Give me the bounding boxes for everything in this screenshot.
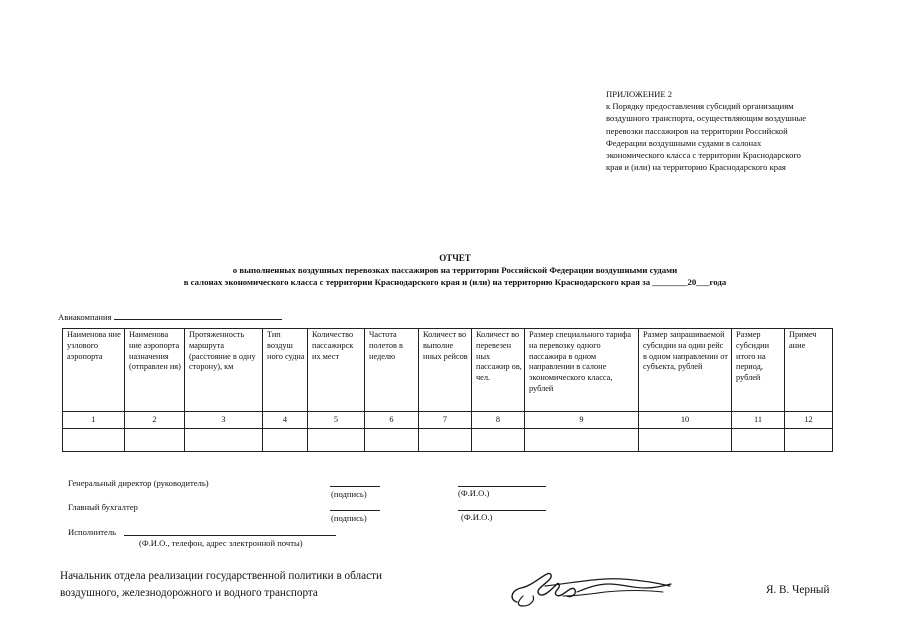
empty-cell: [732, 429, 785, 452]
handwritten-signature: [505, 566, 675, 610]
empty-cell: [639, 429, 732, 452]
accountant-label: Главный бухгалтер: [68, 502, 138, 512]
header-cell: Наименова ние аэропорта назначения (отправлен ия): [125, 329, 185, 412]
executor-label: Исполнитель: [68, 527, 117, 537]
appendix-line: экономического класса с территории Краснодарского: [606, 150, 801, 161]
header-cell: Количест во выполне нных рейсов: [419, 329, 472, 412]
report-title: [60, 252, 850, 288]
footer-position-line-2: воздушного, железнодорожного и водного транспорта: [60, 587, 318, 599]
director-sign-caption: (подпись): [331, 489, 367, 499]
column-number: 4: [263, 412, 308, 429]
empty-cell: [419, 429, 472, 452]
empty-cell: [308, 429, 365, 452]
report-heading: ОТЧЕТ: [439, 253, 471, 263]
executor-line: [124, 535, 336, 536]
footer-position-line-1: Начальник отдела реализации государственной политики в области: [60, 570, 382, 582]
accountant-sign-line: [330, 510, 380, 511]
table-number-row: [63, 412, 833, 429]
appendix-line: Федерации воздушными судами в салонах: [606, 137, 762, 148]
column-number: 11: [732, 412, 785, 429]
accountant-fio-caption: (Ф.И.О.): [461, 512, 493, 522]
appendix-line: края и (или) на территорию Краснодарского края: [606, 162, 786, 173]
header-cell: Протяженность маршрута (расстояние в одну сторону), км: [185, 329, 263, 412]
director-sign-line: [330, 486, 380, 487]
empty-cell: [125, 429, 185, 452]
report-subtitle-line-2: в салонах экономического класса с территории Краснодарского края и (или) на территорию Краснодарского края за ________20___года: [183, 277, 727, 287]
header-cell: Примеч ание: [785, 329, 833, 412]
column-number: 2: [125, 412, 185, 429]
appendix-line: воздушного транспорта, осуществляющим воздушные: [606, 113, 807, 124]
header-cell: Тип воздуш ного судна: [263, 329, 308, 412]
airline-field: [58, 311, 282, 322]
report-subtitle-line-1: о выполненных воздушных перевозках пассажиров на территории Российской Федерации воздушными судами: [232, 265, 678, 275]
column-number: 6: [365, 412, 419, 429]
accountant-sign-caption: (подпись): [331, 513, 367, 523]
column-number: 1: [63, 412, 125, 429]
header-cell: Наименова ние узлового аэропорта: [63, 329, 125, 412]
column-number: 7: [419, 412, 472, 429]
appendix-line: ПРИЛОЖЕНИЕ 2: [606, 89, 673, 99]
empty-cell: [525, 429, 639, 452]
airline-underline: [114, 311, 282, 320]
report-table: [62, 328, 833, 452]
appendix-line: к Порядку предоставления субсидий организациям: [606, 101, 794, 112]
column-number: 8: [472, 412, 525, 429]
empty-cell: [185, 429, 263, 452]
footer-position: [60, 568, 382, 602]
header-cell: Размер специального тарифа на перевозку одного пассажира в одном направлении в салоне экономического класса, рублей: [525, 329, 639, 412]
empty-cell: [63, 429, 125, 452]
appendix-line: перевозки пассажиров на территории Российской: [606, 125, 788, 136]
column-number: 3: [185, 412, 263, 429]
executor-caption: (Ф.И.О., телефон, адрес электронной почты): [139, 538, 303, 548]
footer-name: Я. В. Черный: [766, 584, 830, 596]
director-label: Генеральный директор (руководитель): [68, 478, 209, 488]
airline-label: Авиакомпания: [58, 312, 112, 322]
header-cell: Размер запрашиваемой субсидии на один рейс в одном направлении от субъекта, рублей: [639, 329, 732, 412]
header-cell: Частота полетов в неделю: [365, 329, 419, 412]
appendix-block: [606, 88, 846, 173]
table-header-row: [63, 329, 833, 412]
column-number: 10: [639, 412, 732, 429]
director-fio-caption: (Ф.И.О.): [458, 488, 490, 498]
empty-cell: [785, 429, 833, 452]
column-number: 5: [308, 412, 365, 429]
empty-cell: [263, 429, 308, 452]
column-number: 9: [525, 412, 639, 429]
header-cell: Количество пассажирск их мест: [308, 329, 365, 412]
accountant-fio-line: [458, 510, 546, 511]
header-cell: Количест во перевезен ных пассажир ов, чел.: [472, 329, 525, 412]
empty-cell: [365, 429, 419, 452]
empty-cell: [472, 429, 525, 452]
column-number: 12: [785, 412, 833, 429]
director-fio-line: [458, 486, 546, 487]
header-cell: Размер субсидии итого на период, рублей: [732, 329, 785, 412]
table-empty-row: [63, 429, 833, 452]
